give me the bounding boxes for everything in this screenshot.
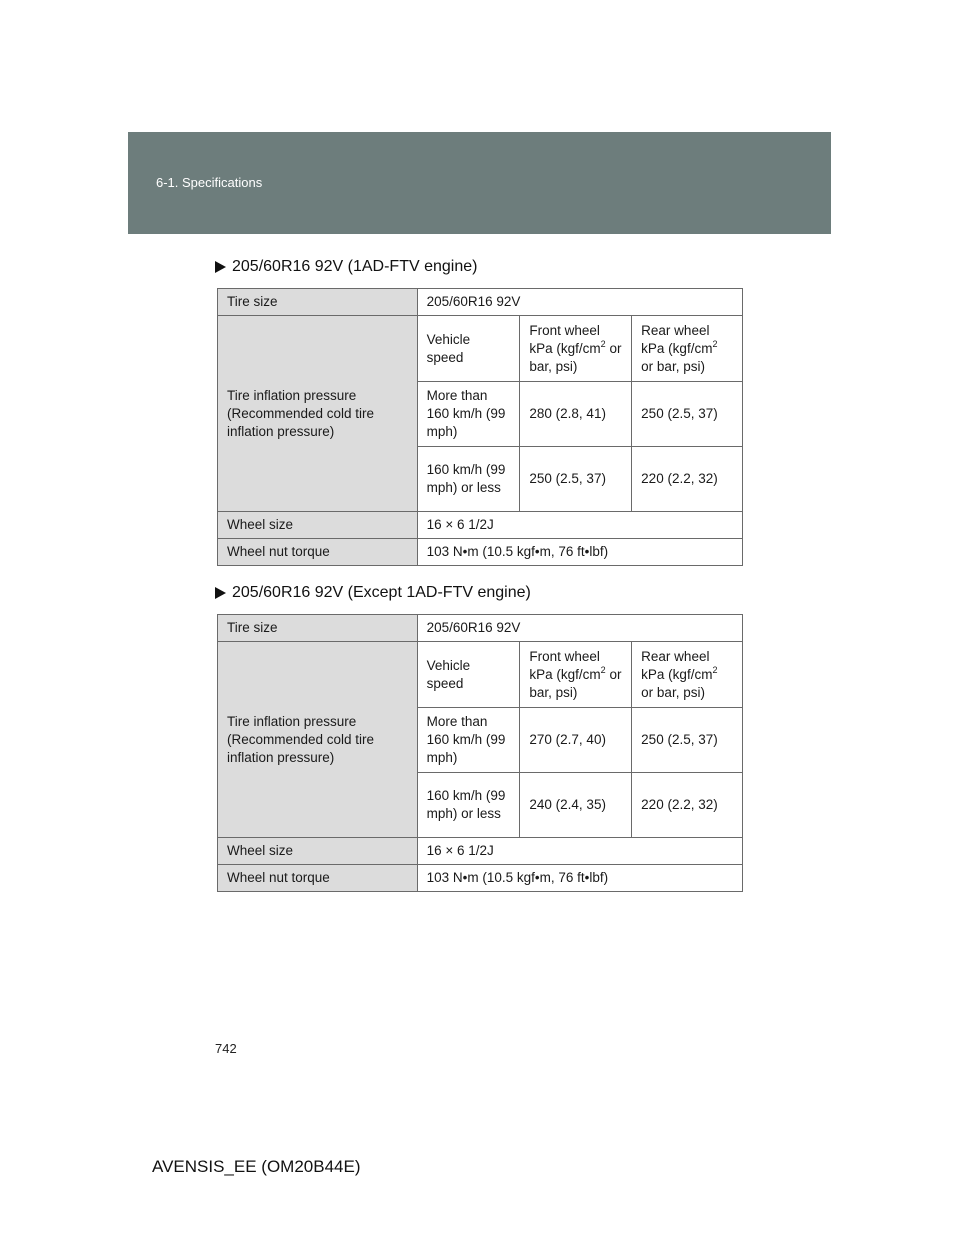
table-row [218,539,743,566]
rear-pressure-cell: 220 (2.2, 32) [632,773,743,838]
wheel-nut-torque-label: Wheel nut torque [218,865,418,892]
wheel-size-label: Wheel size [218,512,418,539]
table-row [218,512,743,539]
rear-wheel-header: Rear wheel kPa ($kgf/cm^2$ or bar, psi) [632,642,743,708]
front-wheel-header: Front wheel kPa ($kgf/cm^2$ or bar, psi) [520,642,632,708]
rear-pressure-cell: 250 (2.5, 37) [632,708,743,773]
rear-wheel-header: Rear wheel kPa ($kgf/cm^2$ or bar, psi) [632,316,743,382]
table-row [218,838,743,865]
inflation-pressure-label: Tire inflation pressure (Recommended cold tire inflation pressure) [218,316,418,512]
tire-size-value: 205/60R16 92V [417,615,742,642]
table-row [218,289,743,316]
wheel-nut-torque-label: Wheel nut torque [218,539,418,566]
document-footer: AVENSIS_EE (OM20B44E) [152,1157,361,1176]
section-title-1ad-ftv [215,258,477,276]
front-pressure-cell: 280 (2.8, 41) [520,382,632,447]
wheel-nut-torque-value: 103 N•m (10.5 kgf•m, 76 ft•lbf) [417,865,742,892]
table-row [218,615,743,642]
spec-table-1ad-ftv [217,288,743,566]
rear-pressure-cell: 220 (2.2, 32) [632,447,743,512]
table-row [218,316,743,382]
speed-cell: 160 km/h (99 mph) or less [417,773,520,838]
rear-pressure-cell: 250 (2.5, 37) [632,382,743,447]
section-title-text: 205/60R16 92V (1AD-FTV engine) [232,258,478,275]
page-number: 742 [215,1041,237,1056]
inflation-pressure-label: Tire inflation pressure (Recommended cold tire inflation pressure) [218,642,418,838]
vehicle-speed-header: Vehicle speed [417,316,520,382]
tire-size-label: Tire size [218,615,418,642]
tire-size-label: Tire size [218,289,418,316]
wheel-nut-torque-value: 103 N•m (10.5 kgf•m, 76 ft•lbf) [417,539,742,566]
speed-cell: More than 160 km/h (99 mph) [417,382,520,447]
spec-table-except-1ad-ftv [217,614,743,892]
triangle-bullet-icon [215,261,226,273]
front-wheel-header: Front wheel kPa ($kgf/cm^2$ or bar, psi) [520,316,632,382]
section-title-text: 205/60R16 92V (Except 1AD-FTV engine) [232,584,531,601]
speed-cell: 160 km/h (99 mph) or less [417,447,520,512]
speed-cell: More than 160 km/h (99 mph) [417,708,520,773]
tire-size-value: 205/60R16 92V [417,289,742,316]
front-pressure-cell: 250 (2.5, 37) [520,447,632,512]
wheel-size-value: 16 × 6 1/2J [417,838,742,865]
section-heading: 6-1. Specifications [156,175,263,190]
wheel-size-label: Wheel size [218,838,418,865]
section-title-except-1ad-ftv [215,584,531,602]
table-row [218,865,743,892]
front-pressure-cell: 240 (2.4, 35) [520,773,632,838]
triangle-bullet-icon [215,587,226,599]
table-row [218,642,743,708]
section-header-band [128,132,831,234]
front-pressure-cell: 270 (2.7, 40) [520,708,632,773]
vehicle-speed-header: Vehicle speed [417,642,520,708]
wheel-size-value: 16 × 6 1/2J [417,512,742,539]
